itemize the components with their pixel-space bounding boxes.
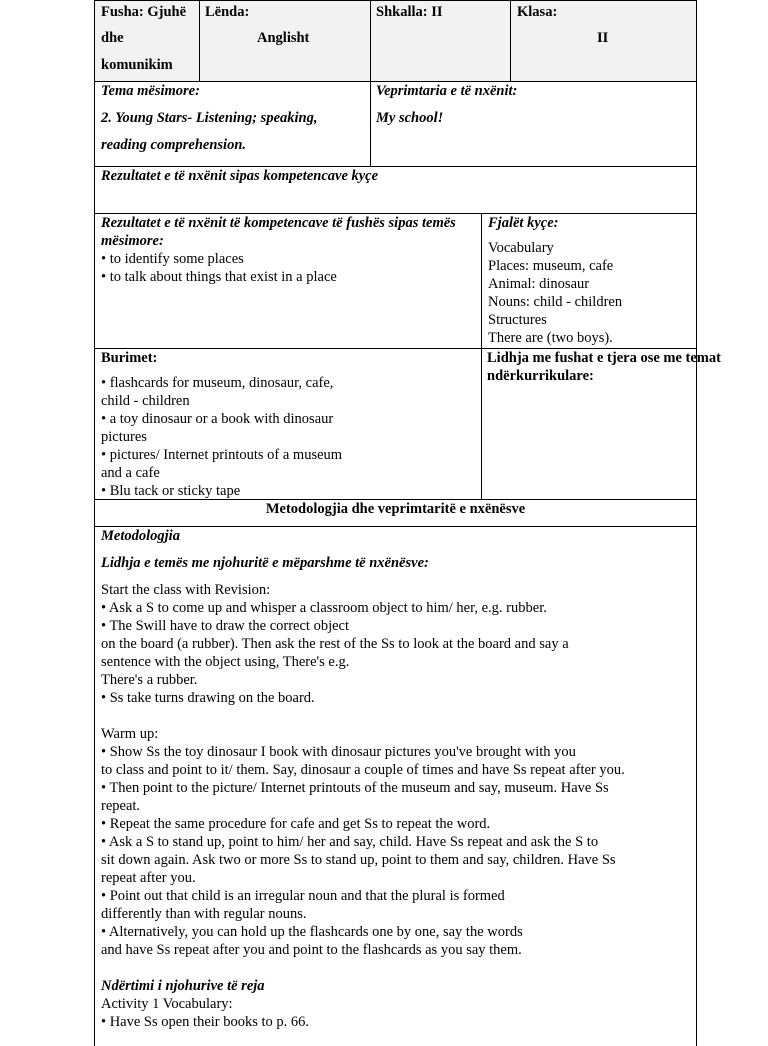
rezultatet-item: • to identify some places xyxy=(101,251,244,267)
revision-line: • Ask a S to come up and whisper a classroom object to him/ her, e.g. rubber. xyxy=(101,600,547,616)
warmup-line: • Then point to the picture/ Internet printouts of the museum and say, museum. Have Ss xyxy=(101,780,609,796)
warmup-line: repeat. xyxy=(101,798,141,814)
shkalla-cell xyxy=(370,0,511,82)
metodologjia-header-cell xyxy=(94,499,697,527)
warmup-line: repeat after you. xyxy=(101,870,196,886)
lidhja-fushat-line-2: ndërkurrikulare: xyxy=(487,368,594,384)
fjalet-kyce-label: Fjalët kyçe: xyxy=(488,215,559,231)
fusha-line-1: Fusha: Gjuhë xyxy=(101,4,187,20)
tema-cell xyxy=(94,81,371,167)
veprimtaria-value: My school! xyxy=(376,110,444,126)
revision-line: Start the class with Revision: xyxy=(101,582,271,598)
fjalet-line: Animal: dinosaur xyxy=(488,276,590,292)
warmup-line: differently than with regular nouns. xyxy=(101,906,307,922)
fusha-line-2: dhe xyxy=(101,30,124,46)
veprimtaria-cell xyxy=(370,81,697,167)
lidhja-fushat-line-1: Lidhja me fushat e tjera ose me temat xyxy=(487,350,721,366)
burimet-line: • pictures/ Internet printouts of a museum xyxy=(101,447,343,463)
tema-label: Tema mësimore: xyxy=(101,83,200,99)
fjalet-line: Structures xyxy=(488,312,547,328)
revision-line: • Ss take turns drawing on the board. xyxy=(101,690,315,706)
lidhja-fushat-cell xyxy=(481,348,721,500)
lenda-value: Anglisht xyxy=(257,30,310,46)
activity-line: Activity 1 Vocabulary: xyxy=(101,996,233,1012)
klasa-value: II xyxy=(597,30,609,46)
rezultatet-item: • to talk about things that exist in a place xyxy=(101,269,337,285)
klasa-cell xyxy=(510,0,697,82)
revision-line: sentence with the object using, There's e.g. xyxy=(101,654,350,670)
warmup-line: • Repeat the same procedure for cafe and get Ss to repeat the word. xyxy=(101,816,491,832)
burimet-line: • Blu tack or sticky tape xyxy=(101,483,241,499)
metodologjia-body-cell xyxy=(94,526,697,1046)
lidhja-temes-label: Lidhja e temës me njohuritë e mëparshme të nxënësve: xyxy=(101,555,429,571)
metodologjia-title: Metodologjia xyxy=(101,528,180,544)
burimet-label: Burimet: xyxy=(101,350,158,366)
fjalet-line: Vocabulary xyxy=(488,240,554,256)
veprimtaria-label: Veprimtaria e të nxënit: xyxy=(376,83,518,99)
fjalet-line: Nouns: child - children xyxy=(488,294,623,310)
revision-line: on the board (a rubber). Then ask the rest of the Ss to look at the board and say a xyxy=(101,636,569,652)
rezultatet-kyce-cell xyxy=(94,166,697,214)
revision-line: There's a rubber. xyxy=(101,672,198,688)
rezultatet-fushes-cell xyxy=(94,213,482,349)
fusha-cell xyxy=(94,0,200,82)
warmup-line: • Ask a S to stand up, point to him/ her and say, child. Have Ss repeat and ask the S to xyxy=(101,834,599,850)
burimet-line: and a cafe xyxy=(101,465,160,481)
fjalet-line: There are (two boys). xyxy=(488,330,613,346)
tema-line-1: 2. Young Stars- Listening; speaking, xyxy=(101,110,318,126)
activity-line: • Have Ss open their books to p. 66. xyxy=(101,1014,310,1030)
warmup-line: • Point out that child is an irregular noun and that the plural is formed xyxy=(101,888,505,904)
ndertimi-label: Ndërtimi i njohurive të reja xyxy=(101,978,265,994)
rezultatet-kyce-label: Rezultatet e të nxënit sipas kompetencave kyçe xyxy=(101,168,379,184)
klasa-label: Klasa: xyxy=(517,4,558,20)
tema-line-2: reading comprehension. xyxy=(101,137,247,153)
fjalet-kyce-cell xyxy=(481,213,697,349)
burimet-line: • a toy dinosaur or a book with dinosaur xyxy=(101,411,334,427)
warmup-line: Warm up: xyxy=(101,726,159,742)
rezultatet-fushes-label-1: Rezultatet e të nxënit të kompetencave të fushës sipas temës xyxy=(101,215,456,231)
warmup-line: sit down again. Ask two or more Ss to stand up, point to them and say, children. Have Ss xyxy=(101,852,616,868)
fusha-line-3: komunikim xyxy=(101,57,173,73)
warmup-line: to class and point to it/ them. Say, dinosaur a couple of times and have Ss repeat after you. xyxy=(101,762,625,778)
warmup-line: • Alternatively, you can hold up the flashcards one by one, say the words xyxy=(101,924,523,940)
warmup-line: • Show Ss the toy dinosaur I book with dinosaur pictures you've brought with you xyxy=(101,744,576,760)
burimet-line: • flashcards for museum, dinosaur, cafe, xyxy=(101,375,334,391)
fjalet-line: Places: museum, cafe xyxy=(488,258,614,274)
burimet-line: pictures xyxy=(101,429,147,445)
revision-line: • The Swill have to draw the correct object xyxy=(101,618,350,634)
warmup-line: and have Ss repeat after you and point to the flashcards as you say them. xyxy=(101,942,522,958)
lenda-cell xyxy=(199,0,371,82)
burimet-cell xyxy=(94,348,482,500)
lenda-label: Lënda: xyxy=(205,4,250,20)
rezultatet-fushes-label-2: mësimore: xyxy=(101,233,164,249)
burimet-line: child - children xyxy=(101,393,190,409)
shkalla-label: Shkalla: II xyxy=(376,4,443,20)
lesson-plan-page xyxy=(94,0,721,1030)
metodologjia-header: Metodologjia dhe veprimtaritë e nxënësve xyxy=(265,501,526,517)
